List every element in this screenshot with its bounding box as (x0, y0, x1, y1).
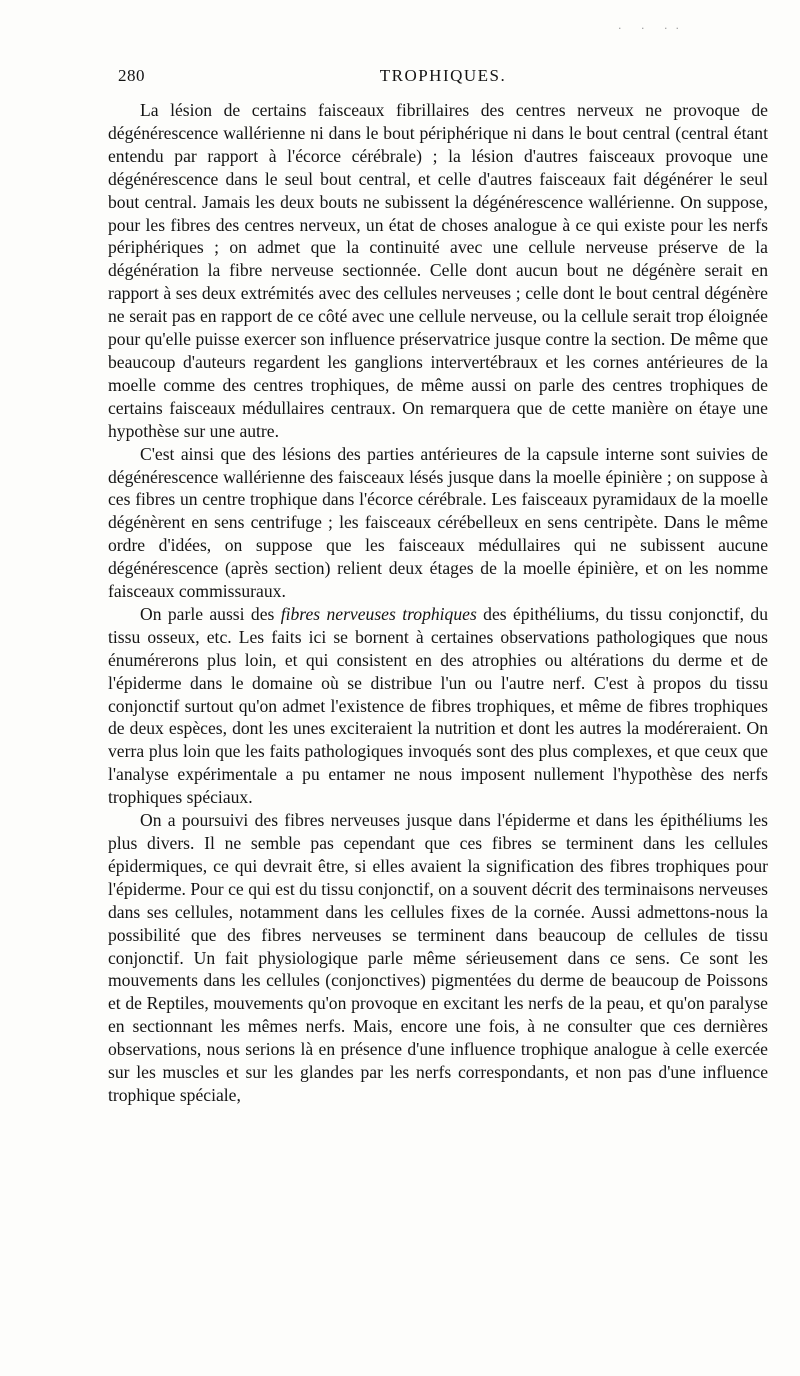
paragraph-3 (108, 603, 768, 809)
paragraph-3-rest: des épithéliums, du tissu conjonctif, du tissu osseux, etc. Les faits ici se bornent à certaines observations pathologiques que nous énumérerons plus loin, et qui consistent en des atrophies ou altérations du derme et de l'épiderme dans le domaine où se distribue l'un ou l'autre nerf. C'est à propos du tissu conjonctif surtout qu'on admet l'existence de fibres trophiques, et même de fibres trophiques de deux espèces, dont les unes exciteraient la nutrition et dont les autres la modéreraient. On verra plus loin que les faits pathologiques invoqués sont des plus complexes, et que ceux que l'analyse expérimentale a pu entamer ne nous imposent nullement l'hypothèse des nerfs trophiques spéciaux. (108, 603, 769, 808)
paragraph-2: C'est ainsi que des lésions des parties antérieures de la capsule interne sont suivies de dégénérescence wallérienne des faisceaux lésés jusque dans la moelle épinière ; on suppose à ces fibres un centre trophique dans l'écorce cérébrale. Les faisceaux pyramidaux de la moelle dégénèrent en sens centrifuge ; les faisceaux cérébelleux en sens centripète. Dans le même ordre d'idées, on suppose que les faisceaux médullaires qui ne subissent aucune dégénérescence (après section) relient deux étages de la moelle épinière, et on les nomme faisceaux commissuraux. (108, 443, 768, 602)
page-number: 280 (118, 66, 145, 85)
scan-specks: · · ·· (618, 22, 687, 35)
italic-term: fibres nerveuses trophiques (280, 603, 477, 624)
paragraph-1: La lésion de certains faisceaux fibrillaires des centres nerveux ne provoque de dégénérescence wallérienne ni dans le bout périphérique ni dans le bout central (central étant entendu par rapport à l'écorce cérébrale) ; la lésion d'autres faisceaux provoque une dégénérescence dans le seul bout central, et celle d'autres faisceaux fait dégénérer le seul bout central. Jamais les deux bouts ne subissent la dégénérescence wallérienne. On suppose, pour les fibres des centres nerveux, un état de choses analogue à ce qui existe pour les nerfs périphériques ; on admet que la continuité avec une cellule nerveuse préserve de la dégénération la fibre nerveuse sectionnée. Celle dont aucun bout ne dégénère serait en rapport à ses deux extrémités avec des cellules nerveuses ; celle dont le bout central dégénère ne serait pas en rapport de ce côté avec une cellule nerveuse, ou la cellule serait trop éloignée pour qu'elle puisse exercer son influence préservatrice jusque contre la section. De même que beaucoup d'auteurs regardent les ganglions intervertébraux et les cornes antérieures de la moelle comme des centres trophiques, de même aussi on parle des centres trophiques de certains faisceaux médullaires centraux. On remarquera que de cette manière on étaye une hypothèse sur une autre. (108, 100, 768, 441)
page-header (118, 66, 768, 92)
paragraph-4: On a poursuivi des fibres nerveuses jusque dans l'épiderme et dans les épithéliums les plus divers. Il ne semble pas cependant que ces fibres se terminent dans les cellules épidermiques, ce qui devrait être, si elles avaient la signification des fibres trophiques pour l'épiderme. Pour ce qui est du tissu conjonctif, on a souvent décrit des terminaisons nerveuses dans ses cellules, notamment dans les cellules fixes de la cornée. Aussi admettons-nous la possibilité que des fibres nerveuses se terminent dans beaucoup de cellules de tissu conjonctif. Un fait physiologique parle même sérieusement dans ce sens. Ce sont les mouvements dans les cellules (conjonctives) pigmentées du derme de beaucoup de Poissons et de Reptiles, mouvements qu'on provoque en excitant les nerfs de la peau, et qu'on paralyse en sectionnant les mêmes nerfs. Mais, encore une fois, à ne consulter que ces dernières observations, nous serions là en présence d'une influence trophique analogue à celle exercée sur les muscles et sur les glandes par les nerfs correspondants, et non pas d'une influence trophique spéciale, (108, 810, 768, 1105)
paragraph-3-lead: On parle aussi des (140, 603, 281, 624)
body-text (108, 99, 768, 1107)
running-title: TROPHIQUES. (379, 66, 507, 85)
